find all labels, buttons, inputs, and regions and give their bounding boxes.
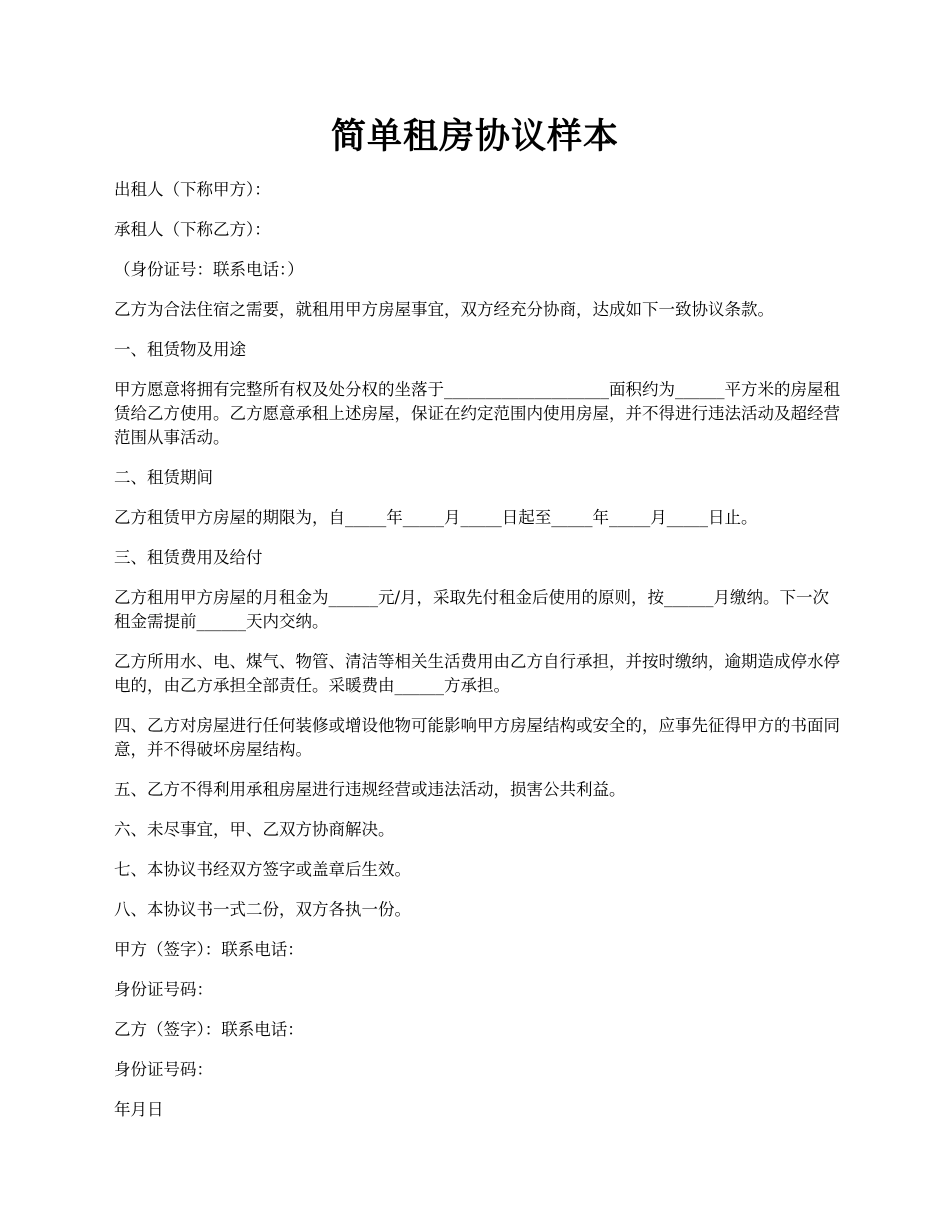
section-4-paragraph: 四、乙方对房屋进行任何装修或增设他物可能影响甲方房屋结构或安全的，应事先征得甲方的书面同意，并不得破坏房屋结构。 xyxy=(114,716,840,759)
intro-paragraph: 乙方为合法住宿之需要，就租用甲方房屋事宜，双方经充分协商，达成如下一致协议条款。 xyxy=(114,300,774,319)
section-7-paragraph: 七、本协议书经双方签字或盖章后生效。 xyxy=(114,860,411,879)
lessee-line: 承租人（下称乙方）： xyxy=(114,220,271,239)
section-3-utilities-paragraph: 乙方所用水、电、煤气、物管、清洁等相关生活费用由乙方自行承担，并按时缴纳，逾期造成停水停电的，由乙方承担全部责任。采暖费由______方承担。 xyxy=(114,652,840,695)
document-title: 简单租房协议样本 xyxy=(330,116,619,157)
date-line: 年月日 xyxy=(114,1100,164,1119)
section-3-heading: 三、租赁费用及给付 xyxy=(114,548,263,567)
lessor-line: 出租人（下称甲方）： xyxy=(114,180,271,199)
section-8-paragraph: 八、本协议书一式二份，双方各执一份。 xyxy=(114,900,411,919)
party-b-id-line: 身份证号码： xyxy=(114,1060,213,1079)
document-body xyxy=(114,178,844,1138)
party-b-signature-line: 乙方（签字）：联系电话： xyxy=(114,1020,304,1039)
section-6-paragraph: 六、未尽事宜，甲、乙双方协商解决。 xyxy=(114,820,395,839)
party-a-signature-line: 甲方（签字）：联系电话： xyxy=(114,940,304,959)
party-a-id-line: 身份证号码： xyxy=(114,980,213,999)
section-2-body: 乙方租赁甲方房屋的期限为，自_____年_____月_____日起至_____年_____月_____日止。 xyxy=(114,508,758,527)
section-2-heading: 二、租赁期间 xyxy=(114,468,213,487)
section-1-body: 甲方愿意将拥有完整所有权及处分权的坐落于____________________面积约为______平方米的房屋租赁给乙方使用。乙方愿意承租上述房屋，保证在约定范围内使用房屋，并不得进行违法活动及超经营范围从事活动。 xyxy=(114,380,840,447)
section-3-rent-paragraph: 乙方租用甲方房屋的月租金为______元/月，采取先付租金后使用的原则，按______月缴纳。下一次租金需提前______天内交纳。 xyxy=(114,588,830,631)
id-contact-line: （身份证号：联系电话：） xyxy=(114,260,304,279)
section-5-paragraph: 五、乙方不得利用承租房屋进行违规经营或违法活动，损害公共利益。 xyxy=(114,780,626,799)
section-1-heading: 一、租赁物及用途 xyxy=(114,340,246,359)
